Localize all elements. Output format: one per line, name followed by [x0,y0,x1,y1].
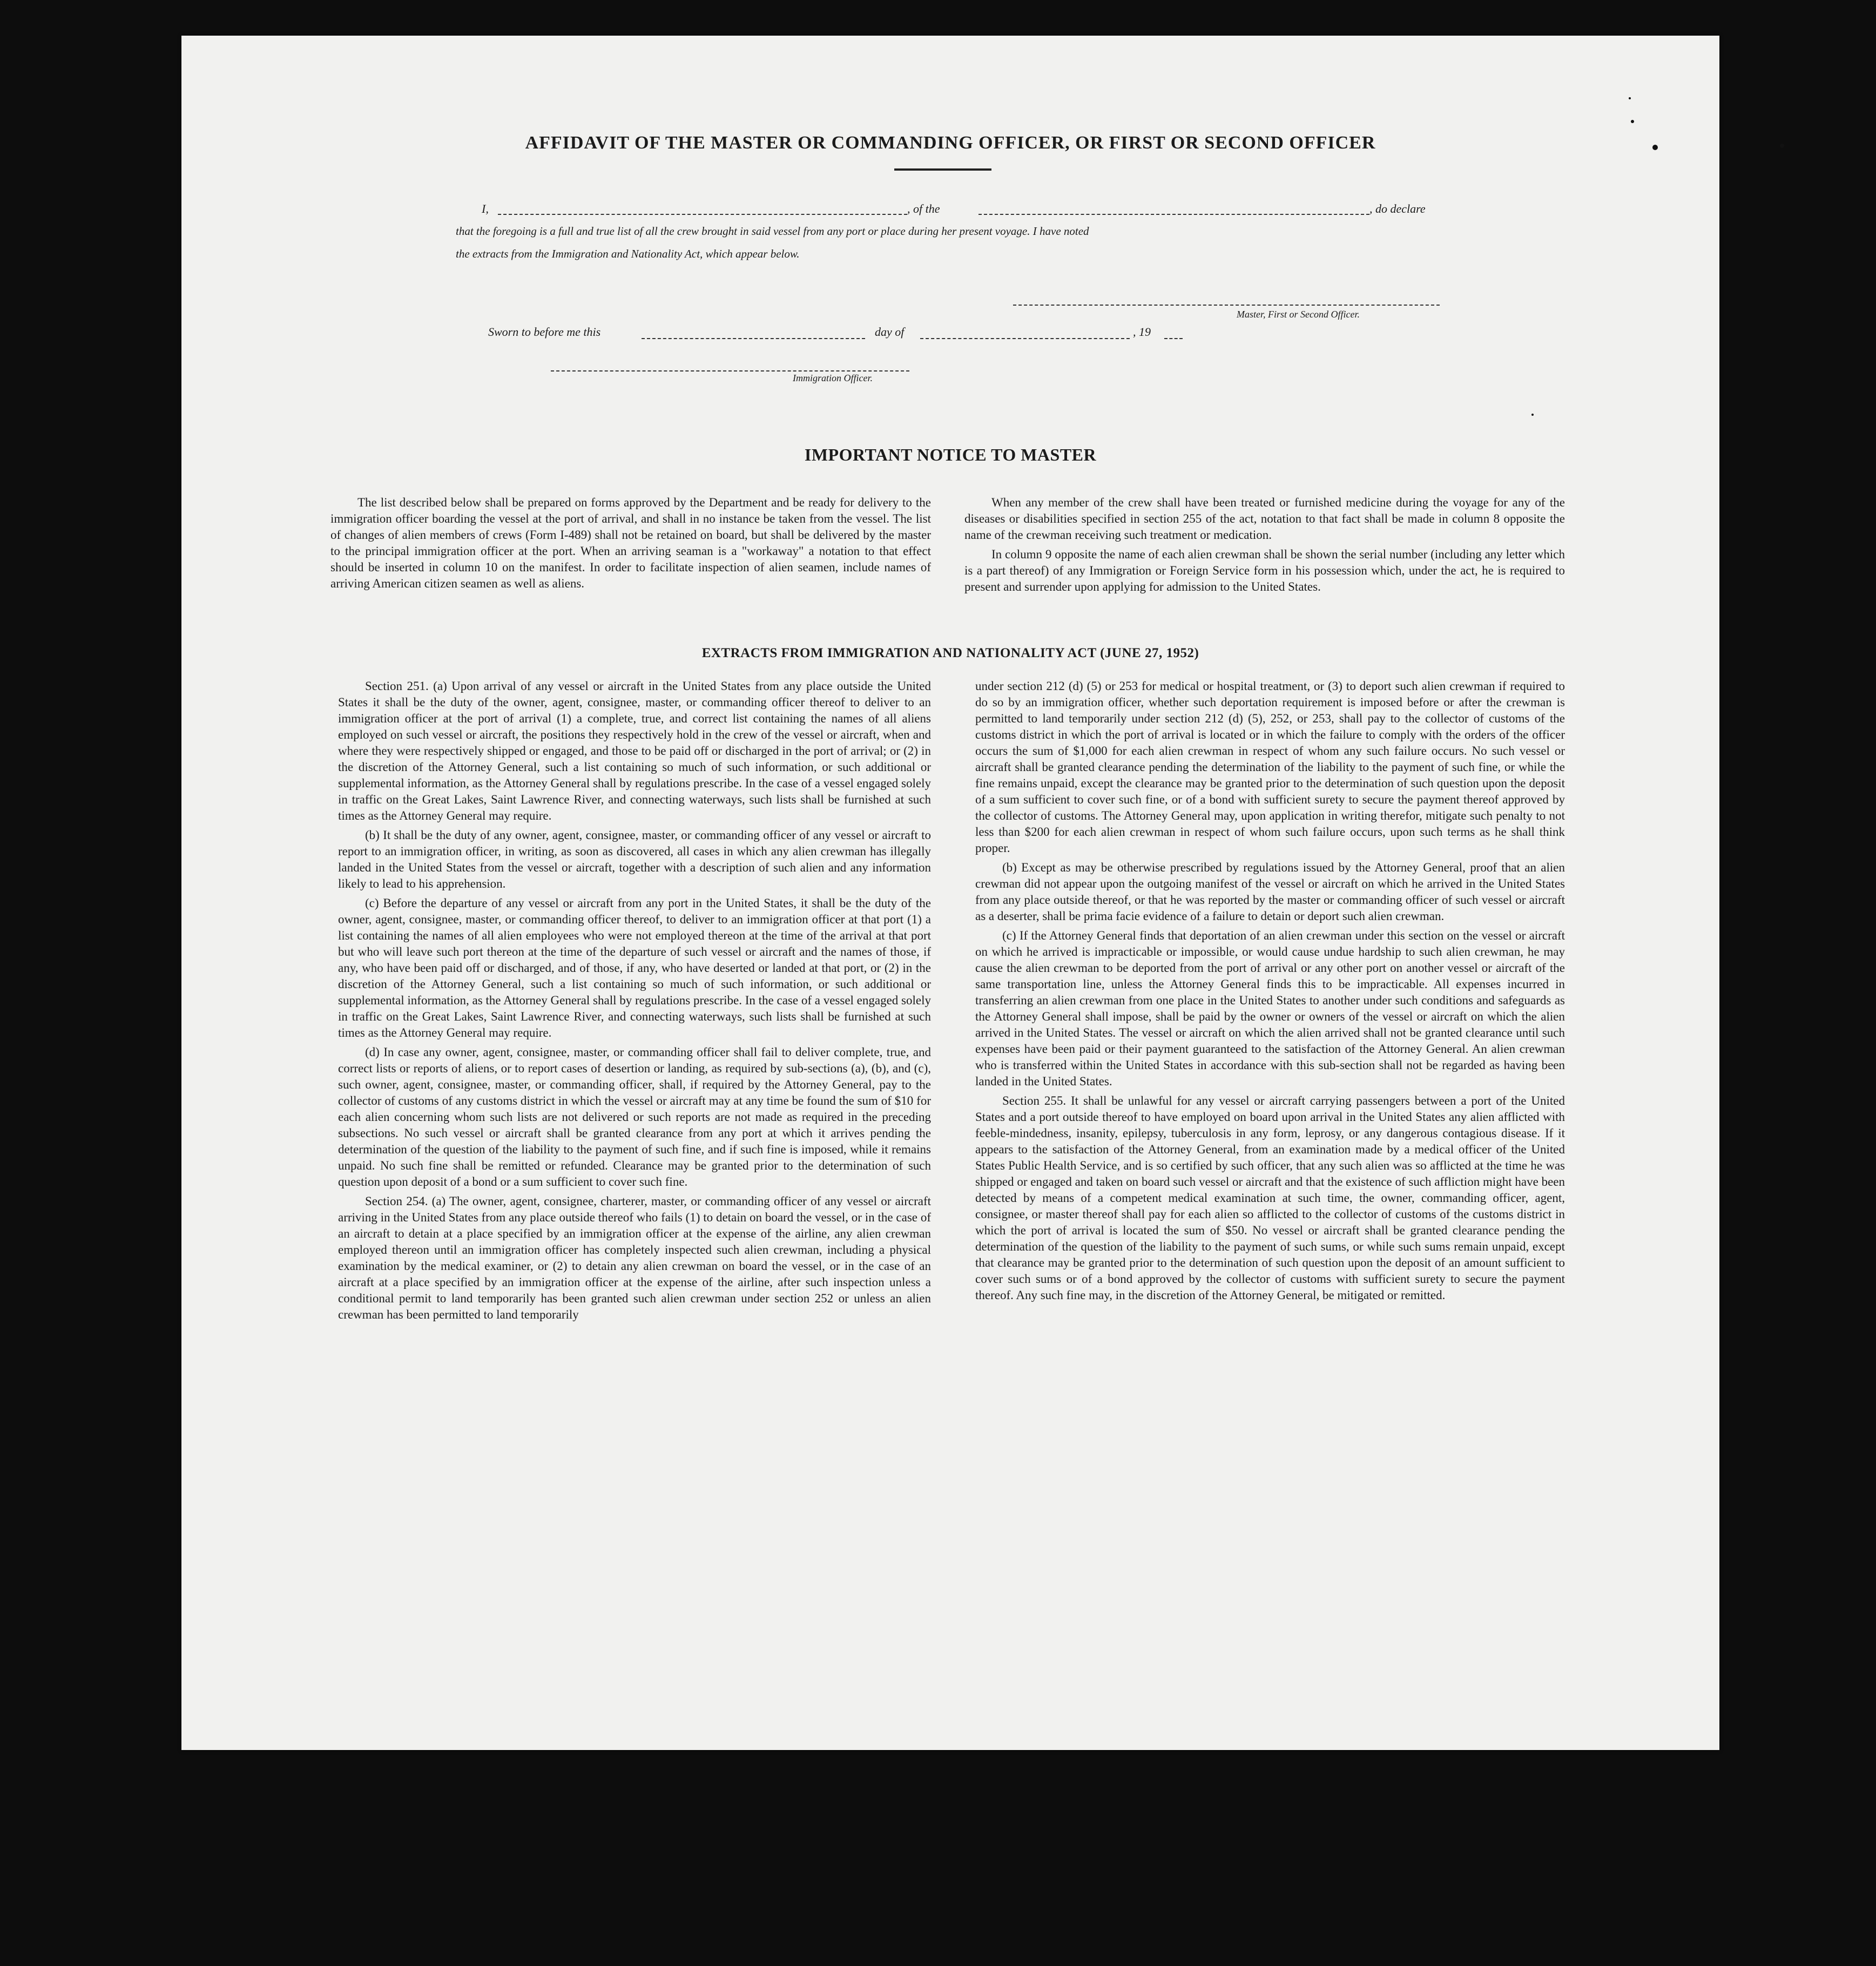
notice-right-paragraph-1: When any member of the crew shall have been treated or furnished medicine during the voyage for any of the diseases or disabilities specified in section 255 of the act, notation to that fact shall be made in column 8 opposite the name of the crewman receiving such treatment or medication. [964,496,1565,542]
scan-speck [1531,414,1534,416]
affidavit-title: AFFIDAVIT OF THE MASTER OR COMMANDING OFFICER, OR FIRST OR SECOND OFFICER [525,133,1376,153]
declaration-i-label: I, [482,202,489,215]
scan-speck [1780,144,1784,148]
day-of-label: day of [875,325,905,339]
do-declare-label: , do declare [1369,202,1426,215]
notice-right-paragraph-2: In column 9 opposite the name of each alien crewman shall be shown the serial number (including any letter which is a part thereof) of any Immigration or Foreign Service form in his possession which, under the act, he is required to present and surrender upon applying for admission to the United States. [964,548,1565,593]
officer-signature-line[interactable] [551,370,909,371]
master-signature-line[interactable] [1013,305,1440,306]
section-251-a: Section 251. (a) Upon arrival of any vessel or aircraft in the United States from any place outside the United States it shall be the duty of the owner, agent, consignee, master, or commanding officer thereof to deliver to an immigration officer at the port of arrival (1) a complete, true, and correct list containing the names of all aliens employed on such vessel or aircraft, the positions they respectively hold in the crew of the vessel or aircraft, when and where they were respectively shipped or engaged, and those to be paid off or discharged in the port of arrival; or (2) in the discretion of the Attorney General, such a list containing so much of such information, or such additional or supplemental information, as the Attorney General shall by regulations prescribe. In the case of a vessel engaged solely in traffic on the Great Lakes, Saint Lawrence River, and connecting waterways, such lists shall be furnished at such times as the Attorney General may require. [338,679,931,822]
extracts-title: EXTRACTS FROM IMMIGRATION AND NATIONALITY ACT (JUNE 27, 1952) [701,646,1199,660]
declaration-statement-line1: that the foregoing is a full and true list of all the crew brought in said vessel from any port or place during her present voyage. I have noted [456,225,1089,238]
sworn-label: Sworn to before me this [488,325,601,339]
sworn-month-blank-line[interactable] [920,338,1130,339]
year-blank-line[interactable] [1164,338,1183,339]
notice-title: IMPORTANT NOTICE TO MASTER [804,445,1097,464]
officer-signature-caption: Immigration Officer. [793,373,873,383]
year-prefix-label: , 19 [1133,325,1151,339]
vessel-blank-line[interactable] [979,214,1369,215]
extracts-left-column [338,678,931,1326]
extracts-right-column [975,678,1565,1307]
section-251-c: (c) Before the departure of any vessel or aircraft from any port in the United States, it shall be the duty of the owner, agent, consignee, master, or commanding officer thereof, to deliver to an immigration officer at that port (1) a list containing the names of all alien employees who were not employed thereon at the time of the arrival at that port but who will leave such port thereon at the time of the departure of such vessel or aircraft and the names of those, if any, who have been paid off or discharged, and of those, if any, who have deserted or landed at that port, or (2) in the discretion of the Attorney General, such a list containing so much of such information, or such additional or supplemental information, as the Attorney General shall by regulations prescribe. In the case of a vessel engaged solely in traffic on the Great Lakes, Saint Lawrence River, and connecting waterways, such lists shall be furnished at such times as the Attorney General may require. [338,896,931,1039]
edge-speck [1652,145,1658,150]
section-254-c: (c) If the Attorney General finds that deportation of an alien crewman under this section on the vessel or aircraft on which he arrived is impracticable or impossible, or would cause undue hardship to such alien crewman, he may cause the alien crewman to be deported from the port of arrival or any other port on another vessel or aircraft of the same transportation line, unless the Attorney General finds this to be impracticable. All expenses incurred in transferring an alien crewman from one place in the United States to another under such conditions and safeguards as the Attorney General shall impose, shall be paid by the owner or owners of the vessel or aircraft on which the alien arrived in the United States. The vessel or aircraft on which the alien arrived shall not be granted clearance until such expenses have been paid or their payment guaranteed to the satisfaction of the Attorney General. An alien crewman who is transferred within the United States in accordance with this sub-section shall not be regarded as having been landed in the United States. [975,929,1565,1088]
edge-speck [1631,120,1634,123]
title-divider [894,168,991,171]
section-251-b: (b) It shall be the duty of any owner, agent, consignee, master, or commanding officer of any vessel or aircraft to report to an immigration officer, in writing, as soon as discovered, all cases in which any alien crewman has illegally landed in the United States from the vessel or aircraft, together with a description of such alien and any information likely to lead to his apprehension. [338,828,931,890]
name-blank-line[interactable] [498,214,907,215]
section-255: Section 255. It shall be unlawful for any vessel or aircraft carrying passengers between a port of the United States and a port outside thereof to have employed on board upon arrival in the United States any alien afflicted with feeble-mindedness, insanity, epilepsy, tuberculosis in any form, leprosy, or any dangerous contagious disease. If it appears to the satisfaction of the Attorney General, from an examination made by a medical officer of the United States Public Health Service, and is so certified by such officer, that any such alien was so afflicted at the time he was shipped or engaged and taken on board such vessel or aircraft and that the existence of such affliction might have been detected by means of a competent medical examination at such time, the owner, commanding officer, agent, consignee, or master thereof shall pay for each alien so afflicted to the collector of customs of the customs district in which the port of arrival is located the sum of $50. No vessel or aircraft shall be granted clearance pending the determination of the question of the liability to the payment of such sums, or while such sums remain unpaid, except that clearance may be granted prior to the determination of such question upon the deposit of an amount sufficient to cover such sums or of a bond approved by the collector of customs with sufficient surety to secure the payment thereof. Any such fine may, in the discretion of the Attorney General, be mitigated or remitted. [975,1094,1565,1302]
section-254-b: (b) Except as may be otherwise prescribed by regulations issued by the Attorney General, proof that an alien crewman did not appear upon the outgoing manifest of the vessel or aircraft on which he arrived in the United States from any place outside thereof, or that he was reported by the master or commanding officer of such vessel or aircraft as a deserter, shall be prima facie evidence of a failure to detain or deport such alien crewman. [975,861,1565,923]
document-page [181,36,1719,1750]
master-signature-caption: Master, First or Second Officer. [1237,309,1360,320]
declaration-statement-line2: the extracts from the Immigration and Nationality Act, which appear below. [456,247,800,260]
scan-speck [1629,97,1631,99]
section-251-d: (d) In case any owner, agent, consignee, master, or commanding officer shall fail to deliver complete, true, and correct lists or reports of aliens, or to report cases of desertion or landing, as required by sub-sections (a), (b), and (c), such owner, agent, consignee, master, or commanding officer, shall, if required by the Attorney General, pay to the collector of customs of any customs district in which the vessel or aircraft may at any time be found the sum of $10 for each alien concerning whom such lists are not delivered or such reports are not made as required in the preceding subsections. No such vessel or aircraft shall be granted clearance from any port at which it arrives pending the determination of the question of the liability to the payment of such fine, and if such fine is imposed, while it remains unpaid. No such fine shall be remitted or refunded. Clearance may be granted prior to the determination of such question upon deposit of a bond or a sum sufficient to cover such fine. [338,1045,931,1188]
section-254-a: Section 254. (a) The owner, agent, consignee, charterer, master, or commanding officer of any vessel or aircraft arriving in the United States from any place outside thereof who fails (1) to detain on board the vessel, or in the case of an aircraft to detain at a place specified by an immigration officer at the expense of the airline, any alien crewman employed thereon until an immigration officer has completely inspected such alien crewman, including a physical examination by the medical examiner, or (2) to detain any alien crewman on board the vessel, or in the case of an aircraft at a place specified by an immigration officer at the expense of the airline, after such inspection unless a conditional permit to land temporarily has been granted such alien crewman under section 252 or unless an alien crewman has been permitted to land temporarily [338,1194,931,1321]
of-the-label: , of the [907,202,940,215]
sworn-day-blank-line[interactable] [642,338,865,339]
notice-right-column [964,495,1565,598]
notice-left-paragraph: The list described below shall be prepared on forms approved by the Department and be ready for delivery to the immigration officer boarding the vessel at the port of arrival, and shall in no instance be taken from the vessel. The list of changes of alien members of crews (Form I-489) shall not be retained on board, but shall be delivered by the master to the principal immigration officer at the port. When an arriving seaman is a "workaway" a notation to that effect should be inserted in column 10 on the manifest. In order to facilitate inspection of alien seamen, include names of arriving American citizen seamen as well as aliens. [330,496,931,590]
section-254-a-continued: under section 212 (d) (5) or 253 for medical or hospital treatment, or (3) to deport such alien crewman if required to do so by an immigration officer, whether such deportation requirement is imposed before or after the crewman is permitted to land temporarily under section 212 (d) (5), 252, or 253, shall pay to the collector of customs of the customs district in which the port of arrival is located or in which the failure to comply with the orders of the officer occurs the sum of $1,000 for each alien crewman in respect of whom any such failure occurs. No such vessel or aircraft shall be granted clearance pending the determination of the liability to the payment of such fine, or while the fine remains unpaid, except the clearance may be granted prior to the determination of such question upon the deposit of a sum sufficient to cover such fine, or of a bond with sufficient surety to secure the payment thereof approved by the collector of customs. The Attorney General may, upon application in writing therefor, mitigate such penalty to not less than $200 for each alien crewman in respect of whom such failure occurs, upon such terms as he shall think proper. [975,679,1565,855]
notice-left-column [330,495,931,595]
